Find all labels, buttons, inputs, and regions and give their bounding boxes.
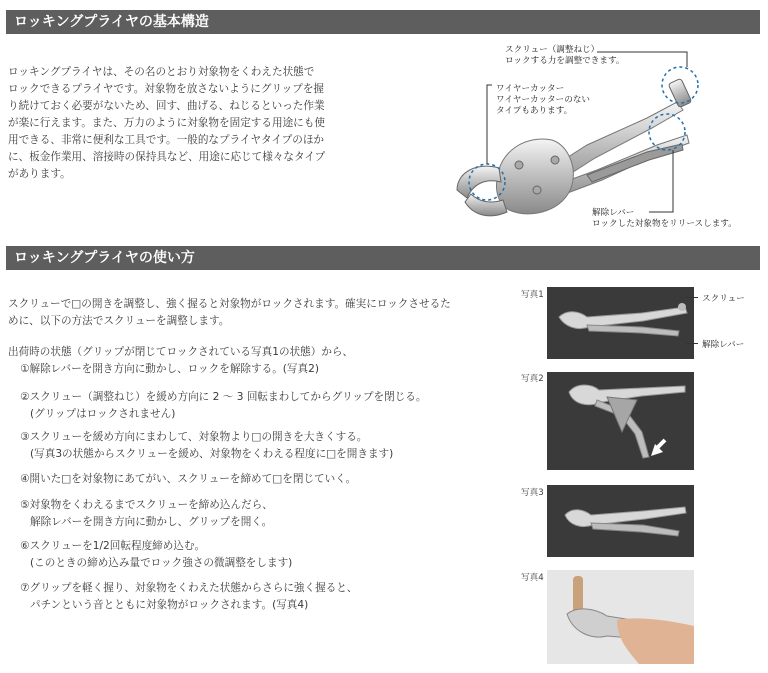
step-text: ⑤対象物をくわえるまでスクリューを締め込んだら、 xyxy=(20,499,273,511)
step-1 xyxy=(8,361,518,378)
step-text: ③スクリューを緩め方向にまわして、対象物より□の開きを大きくする。 xyxy=(20,431,368,443)
plier-diagram xyxy=(437,40,760,236)
photo-1-label: 写真1 xyxy=(521,290,544,300)
cutter-callout-desc: ワイヤーカッターのない xyxy=(496,95,591,105)
photo1-screw-label: スクリュー xyxy=(702,294,745,304)
step-note: (写真3の状態からスクリューを緩め、対象物をくわえる程度に□を開きます) xyxy=(30,448,394,460)
rivet xyxy=(533,186,541,194)
photo-1 xyxy=(547,287,694,359)
photo-3 xyxy=(547,485,694,557)
step-6 xyxy=(8,538,518,572)
intro-line: ロッキングプライヤは、その名のとおり対象物をくわえた状態で xyxy=(8,66,315,78)
step-5 xyxy=(8,497,518,531)
usage-intro-line: めに、以下の方法でスクリューを調整します。 xyxy=(8,315,230,327)
usage-intro-line: スクリューで□の開きを調整し、強く握ると対象物がロックされます。確実にロックさせるた xyxy=(8,298,451,310)
intro-line: 用できる、非常に便利な工具です。一般的なプライヤタイプのほか xyxy=(8,134,325,146)
photo1-lever-label: 解除レバー xyxy=(702,340,745,350)
step-text: ⑥スクリューを1/2回転程度締め込む。 xyxy=(20,540,206,552)
step-note: (このときの締め込み量でロック強さの微調整をします) xyxy=(30,557,293,569)
photo1-lever-leader xyxy=(686,343,698,344)
photo-2-label: 写真2 xyxy=(521,374,544,384)
usage-lead: 出荷時の状態（グリップが閉じてロックされている写真1の状態）から、 xyxy=(8,346,354,358)
lever-callout-desc: ロックした対象物をリリースします。 xyxy=(592,219,737,229)
lever-callout-title: 解除レバー xyxy=(592,208,635,218)
step-3 xyxy=(8,429,518,463)
upper-jaw-shape xyxy=(457,166,501,198)
step-text: ④開いた□を対象物にあてがい、スクリューを締めて□を閉じていく。 xyxy=(20,473,357,485)
photo-4 xyxy=(547,570,694,664)
step-text: ①解除レバーを開き方向に動かし、ロックを解除する。(写真2) xyxy=(20,363,319,375)
intro-line: り続けておく必要がないため、回す、曲げる、ねじるといった作業 xyxy=(8,100,325,112)
photo1-screw-callout xyxy=(690,292,745,304)
cutter-leader xyxy=(487,85,492,164)
step-4 xyxy=(8,471,518,488)
step-note: 解除レバーを開き方向に動かし、グリップを開く。 xyxy=(30,516,273,528)
body-shape xyxy=(497,139,574,214)
photo1-screw-leader xyxy=(686,297,698,298)
photo-4-label: 写真4 xyxy=(521,573,544,583)
photo-3-label: 写真3 xyxy=(521,488,544,498)
section-title-structure: ロッキングプライヤの基本構造 xyxy=(6,10,760,34)
step-text: ②スクリュー（調整ねじ）を緩め方向に 2 ～ 3 回転まわしてからグリップを閉じる。 xyxy=(20,391,427,403)
screw-callout-title: スクリュー（調整ねじ） xyxy=(505,45,600,55)
step-note: パチンという音とともに対象物がロックされます。(写真4) xyxy=(30,599,309,611)
step-text: ⑦グリップを軽く握り、対象物をくわえた状態からさらに強く握ると、 xyxy=(20,582,358,594)
intro-line: ロックできるプライヤです。対象物を放さないようにグリップを握 xyxy=(8,83,325,95)
step-7 xyxy=(8,580,518,614)
screw-callout xyxy=(505,45,624,67)
intro-line: が楽に行えます。また、万力のように対象物を固定する用途にも使 xyxy=(8,117,325,129)
section-title-usage: ロッキングプライヤの使い方 xyxy=(6,246,760,270)
photo1-lever-callout xyxy=(690,338,744,350)
usage-intro xyxy=(8,296,508,330)
rivet xyxy=(515,161,523,169)
cutter-callout-title: ワイヤーカッター xyxy=(496,84,565,94)
screw-shape xyxy=(668,78,692,107)
rivet xyxy=(551,156,559,164)
screw-callout-desc: ロックする力を調整できます。 xyxy=(505,56,625,66)
cutter-callout xyxy=(496,84,590,117)
step-note: (グリップはロックされません) xyxy=(30,408,176,420)
structure-description xyxy=(8,64,360,183)
intro-line: があります。 xyxy=(8,168,71,180)
intro-line: に、板金作業用、溶接時の保持具など、用途に応じて様々なタイプ xyxy=(8,151,326,163)
step-2 xyxy=(8,389,518,423)
cutter-callout-desc: タイプもあります。 xyxy=(496,106,573,116)
lever-callout xyxy=(592,208,737,230)
photo-2 xyxy=(547,372,694,470)
